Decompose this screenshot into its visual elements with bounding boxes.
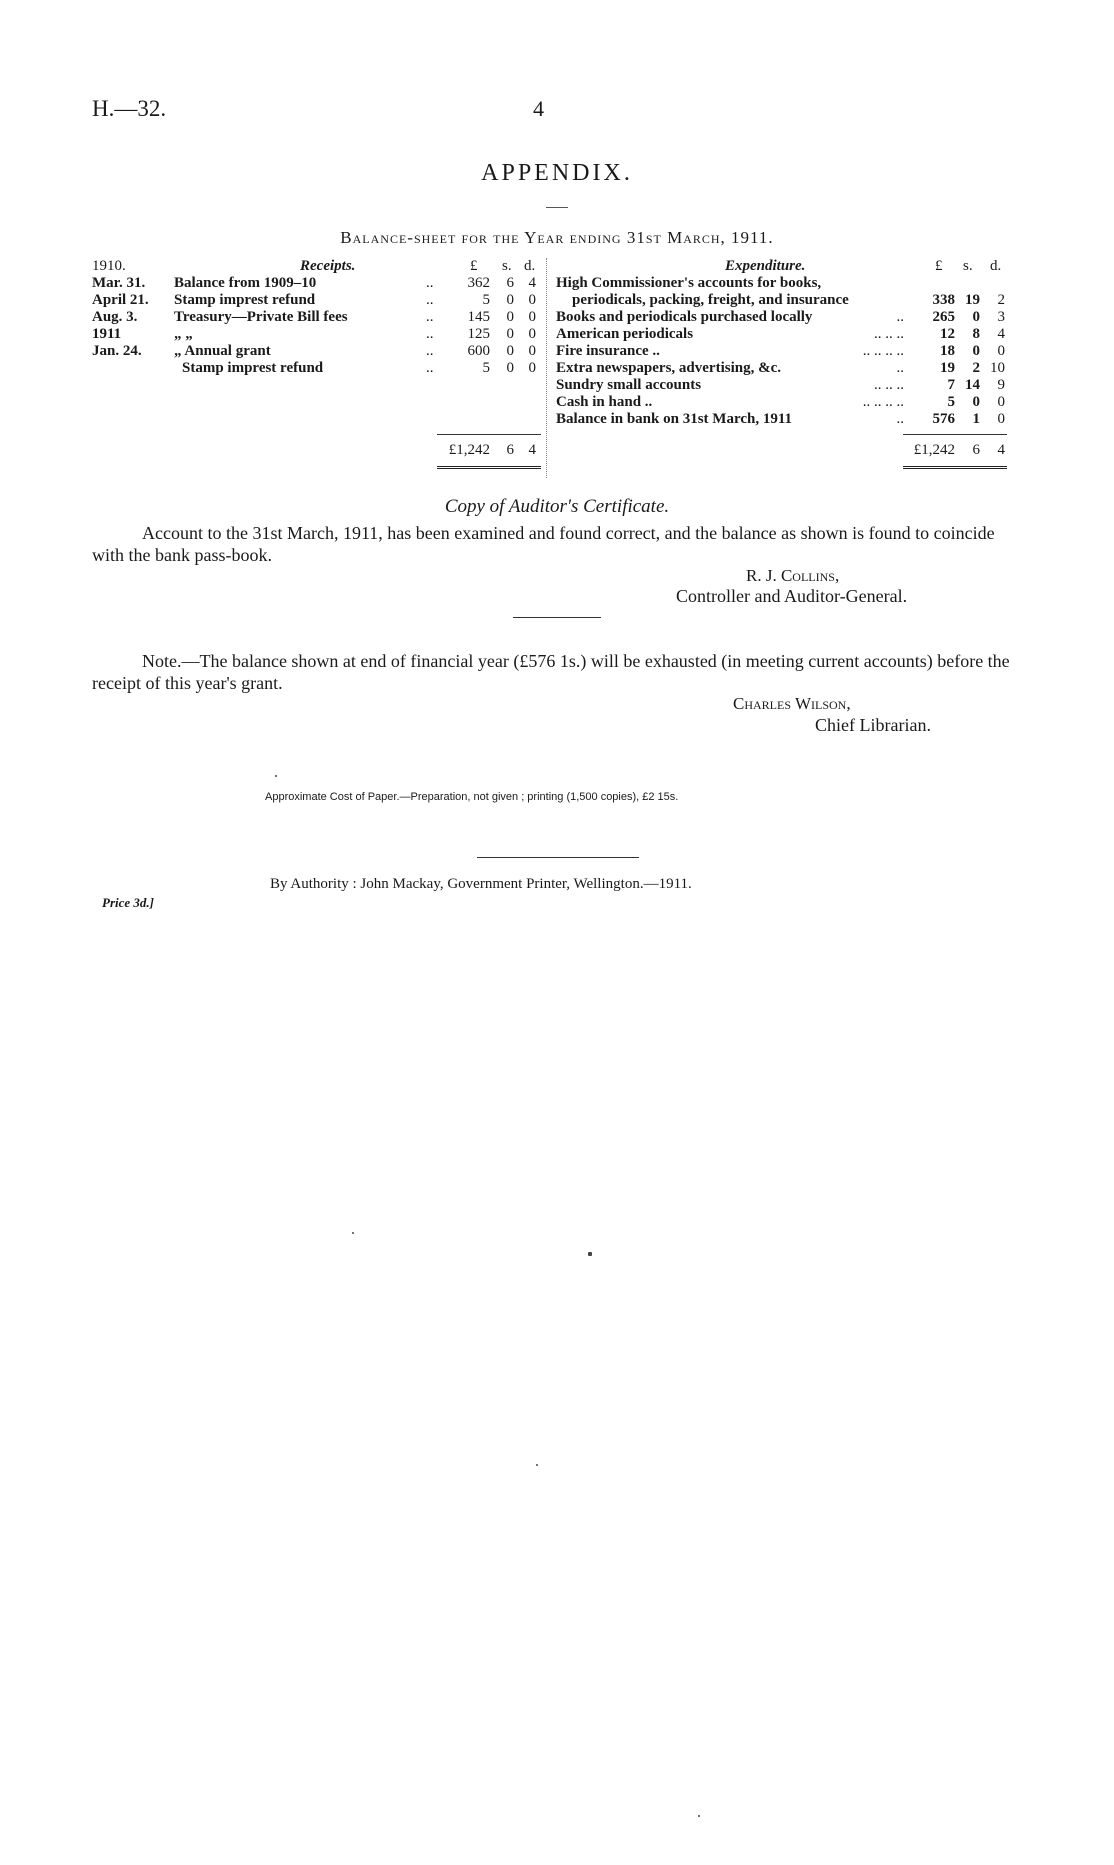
receipts-total-shillings: 6 xyxy=(506,442,514,458)
receipt-pence: 0 xyxy=(528,292,536,308)
expenditure-heading: Expenditure. xyxy=(725,258,806,274)
expenditure-leader: .. .. .. xyxy=(874,326,904,342)
expenditure-shillings: 2 xyxy=(972,360,980,376)
receipt-pounds: 600 xyxy=(467,343,490,359)
expenditure-col-shillings: s. xyxy=(963,258,973,274)
cost-line: Approximate Cost of Paper.—Preparation, not given ; printing (1,500 copies), £2 15s. xyxy=(265,791,679,803)
expenditure-leader: .. .. .. .. xyxy=(862,343,904,359)
receipt-shillings: 0 xyxy=(506,309,514,325)
balance-sheet-table xyxy=(0,0,1114,480)
receipt-pence: 0 xyxy=(528,309,536,325)
expenditure-total-shillings: 6 xyxy=(972,442,980,458)
expenditure-pounds: 12 xyxy=(940,326,955,342)
receipt-shillings: 0 xyxy=(506,343,514,359)
receipt-shillings: 0 xyxy=(506,292,514,308)
authority-line: By Authority : John Mackay, Government Printer, Wellington.—1911. xyxy=(270,876,692,892)
column-divider xyxy=(546,258,547,478)
expenditure-pounds: 18 xyxy=(940,343,955,359)
receipt-pounds: 145 xyxy=(467,309,490,325)
expenditure-pounds: 338 xyxy=(932,292,955,308)
expenditure-leader: .. xyxy=(896,360,904,376)
expenditure-shillings: 8 xyxy=(972,326,980,342)
expenditure-shillings: 0 xyxy=(972,309,980,325)
receipt-pence: 0 xyxy=(528,326,536,342)
expenditure-leader: .. xyxy=(896,309,904,325)
receipt-leader: .. xyxy=(426,360,434,376)
receipts-year-label: 1910. xyxy=(92,258,126,274)
receipt-description: Treasury—Private Bill fees xyxy=(174,309,348,325)
receipt-leader: .. xyxy=(426,309,434,325)
expenditure-description: Fire insurance .. xyxy=(556,343,660,359)
receipt-leader: .. xyxy=(426,275,434,291)
certificate-title: Copy of Auditor's Certificate. xyxy=(444,496,670,517)
expenditure-leader: .. .. .. .. xyxy=(862,394,904,410)
note-signatory: Charles Wilson, xyxy=(733,694,851,713)
receipt-pounds: 362 xyxy=(467,275,490,291)
note-text: Note.—The balance shown at end of financial year (£576 1s.) will be exhausted (in meeting current accounts) before the receipt of this year's grant. xyxy=(92,651,1010,693)
scan-speck xyxy=(536,1464,538,1466)
receipt-description: „ „ xyxy=(174,326,193,342)
footer-rule xyxy=(477,857,639,858)
scan-speck xyxy=(275,775,277,777)
appendix-title: APPENDIX. xyxy=(481,160,633,186)
expenditure-col-pounds: £ xyxy=(935,258,943,274)
certificate-text: Account to the 31st March, 1911, has been examined and found correct, and the balance as shown is found to coincide with the bank pass-book. xyxy=(92,523,995,565)
expenditure-shillings: 19 xyxy=(965,292,980,308)
receipt-pence: 0 xyxy=(528,360,536,376)
expenditure-leader xyxy=(780,292,904,309)
expenditure-description: Extra newspapers, advertising, &c. xyxy=(556,360,781,376)
expenditure-description: Sundry small accounts xyxy=(556,377,702,393)
expenditure-leader: .. .. .. xyxy=(874,377,904,393)
expenditure-shillings xyxy=(958,275,980,292)
certificate-signatory: R. J. Collins, xyxy=(746,566,840,585)
expenditure-pence: 9 xyxy=(997,377,1005,393)
expenditure-total-pence: 4 xyxy=(997,442,1005,458)
expenditure-leader xyxy=(780,275,904,292)
expenditure-pence: 2 xyxy=(997,292,1005,308)
expenditure-description: Cash in hand .. xyxy=(556,394,653,410)
expenditure-pounds: 265 xyxy=(932,309,955,325)
expenditure-shillings: 1 xyxy=(972,411,980,427)
receipt-date: April 21. xyxy=(92,292,149,308)
document-code: H.—32. xyxy=(92,96,167,121)
receipt-shillings: 6 xyxy=(506,275,514,291)
receipts-total-pence: 4 xyxy=(528,442,536,458)
receipt-leader: .. xyxy=(426,292,434,308)
section-divider xyxy=(513,617,601,618)
expenditure-pence: 0 xyxy=(997,411,1005,427)
scan-speck xyxy=(352,1232,354,1234)
expenditure-total-rule xyxy=(903,434,1007,435)
receipt-date: Mar. 31. xyxy=(92,275,146,291)
receipt-description: Balance from 1909–10 xyxy=(174,275,317,291)
receipts-heading: Receipts. xyxy=(300,258,356,274)
receipt-pounds: 5 xyxy=(482,360,490,376)
expenditure-description: American periodicals xyxy=(556,326,694,342)
expenditure-description: Books and periodicals purchased locally xyxy=(556,309,813,325)
expenditure-pence: 0 xyxy=(997,394,1005,410)
receipts-col-pence: d. xyxy=(524,258,536,274)
expenditure-pounds: 7 xyxy=(947,377,955,393)
receipt-date: 1911 xyxy=(92,326,122,342)
receipt-pounds: 125 xyxy=(467,326,490,342)
receipts-col-pounds: £ xyxy=(470,258,478,274)
receipt-pence: 4 xyxy=(528,275,536,291)
note-signatory-title: Chief Librarian. xyxy=(815,715,931,735)
expenditure-pence: 3 xyxy=(997,309,1005,325)
expenditure-shillings: 0 xyxy=(972,343,980,359)
expenditure-pence: 10 xyxy=(990,360,1005,376)
receipt-pounds: 5 xyxy=(482,292,490,308)
expenditure-pounds: 19 xyxy=(940,360,955,376)
price-label: Price 3d.] xyxy=(102,895,154,910)
receipts-total-rule xyxy=(437,434,541,435)
expenditure-shillings: 14 xyxy=(965,377,980,393)
receipts-col-shillings: s. xyxy=(502,258,512,274)
receipt-date: Aug. 3. xyxy=(92,309,138,325)
receipt-leader: .. xyxy=(426,326,434,342)
receipt-description: Stamp imprest refund xyxy=(182,360,324,376)
expenditure-pounds xyxy=(910,275,955,292)
expenditure-pence: 4 xyxy=(997,326,1005,342)
expenditure-pounds: 5 xyxy=(947,394,955,410)
scan-speck xyxy=(588,1252,592,1256)
expenditure-description: periodicals, packing, freight, and insurance xyxy=(572,292,849,308)
expenditure-description: High Commissioner's accounts for books, xyxy=(556,275,822,291)
receipt-leader: .. xyxy=(426,343,434,359)
expenditure-pence: 0 xyxy=(997,343,1005,359)
receipts-total-pounds: £1,242 xyxy=(448,442,490,458)
receipt-description: „ Annual grant xyxy=(174,343,271,359)
scan-speck xyxy=(698,1815,700,1817)
receipt-description: Stamp imprest refund xyxy=(174,292,316,308)
receipt-shillings: 0 xyxy=(506,326,514,342)
balance-sheet-title: Balance-sheet for the Year ending 31st March, 1911. xyxy=(340,228,774,247)
expenditure-col-pence: d. xyxy=(990,258,1002,274)
expenditure-total-pounds: £1,242 xyxy=(913,442,955,458)
certificate-signatory-title: Controller and Auditor-General. xyxy=(676,586,908,606)
expenditure-pounds: 576 xyxy=(932,411,955,427)
expenditure-total-double-rule xyxy=(903,466,1007,471)
receipt-pence: 0 xyxy=(528,343,536,359)
expenditure-pence xyxy=(983,275,1005,292)
receipts-total-double-rule xyxy=(437,466,541,471)
expenditure-leader: .. xyxy=(896,411,904,427)
page-number: 4 xyxy=(533,96,544,121)
receipt-date: Jan. 24. xyxy=(92,343,142,359)
expenditure-shillings: 0 xyxy=(972,394,980,410)
expenditure-description: Balance in bank on 31st March, 1911 xyxy=(556,411,793,427)
receipt-shillings: 0 xyxy=(506,360,514,376)
